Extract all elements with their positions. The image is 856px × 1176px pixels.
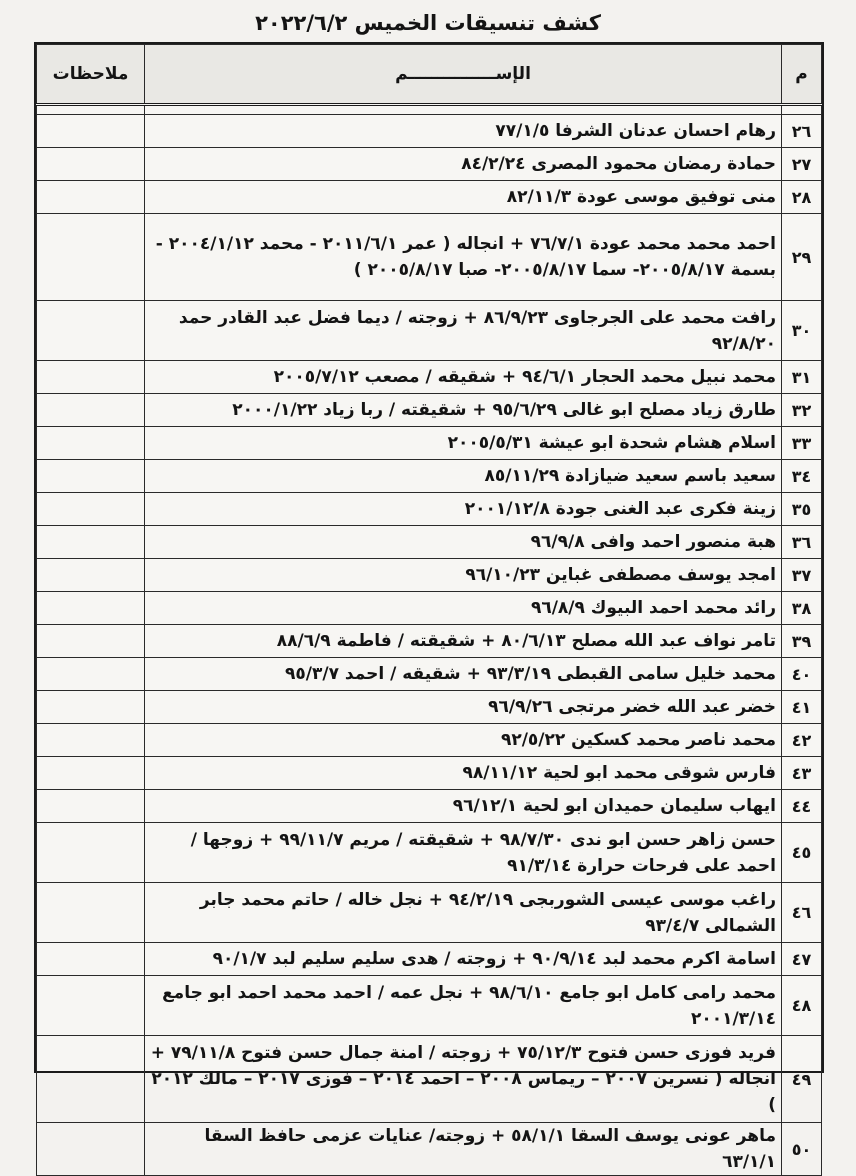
row-notes	[37, 883, 145, 943]
table-row	[37, 301, 822, 361]
row-notes	[37, 394, 145, 427]
row-notes	[37, 790, 145, 823]
row-notes	[37, 1036, 145, 1123]
row-name: محمد ناصر محمد كسكين ٩٢/٥/٢٢	[145, 724, 782, 757]
row-number: ٣٩	[782, 625, 822, 658]
row-number: ٣٧	[782, 559, 822, 592]
row-name: ماهر عونى يوسف السقا ٥٨/١/١ + زوجته/ عنايات عزمى حافظ السقا ٦٣/١/١	[145, 1123, 782, 1176]
row-number: ٤١	[782, 691, 822, 724]
row-name: خضر عبد الله خضر مرتجى ٩٦/٩/٢٦	[145, 691, 782, 724]
row-notes	[37, 625, 145, 658]
row-notes	[37, 1123, 145, 1176]
table-row	[37, 1036, 822, 1123]
row-notes	[37, 724, 145, 757]
row-notes	[37, 976, 145, 1036]
row-number: ٣٨	[782, 592, 822, 625]
row-notes	[37, 301, 145, 361]
table-row	[37, 592, 822, 625]
table-row	[37, 943, 822, 976]
table-row	[37, 526, 822, 559]
table-row	[37, 559, 822, 592]
row-notes	[37, 427, 145, 460]
row-number: ٣٢	[782, 394, 822, 427]
row-notes	[37, 592, 145, 625]
row-notes	[37, 943, 145, 976]
column-header-number: م	[782, 45, 822, 105]
row-number: ٤٧	[782, 943, 822, 976]
row-name: رافت محمد على الجرجاوى ٨٦/٩/٢٣ + زوجته / ديما فضل عبد القادر حمد ٩٢/٨/٢٠	[145, 301, 782, 361]
row-name: فارس شوقى محمد ابو لحية ٩٨/١١/١٢	[145, 757, 782, 790]
row-name: رهام احسان عدنان الشرفا ٧٧/١/٥	[145, 115, 782, 148]
row-notes	[37, 214, 145, 301]
row-number: ٣٣	[782, 427, 822, 460]
row-notes	[37, 148, 145, 181]
row-number: ٢٦	[782, 115, 822, 148]
table-row	[37, 361, 822, 394]
row-name: تامر نواف عبد الله مصلح ٨٠/٦/١٣ + شقيقته / فاطمة ٨٨/٦/٩	[145, 625, 782, 658]
row-notes	[37, 757, 145, 790]
row-notes	[37, 691, 145, 724]
names-table	[36, 44, 822, 1176]
row-name: راغب موسى عيسى الشوربجى ٩٤/٢/١٩ + نجل خاله / حاتم محمد جابر الشمالى ٩٣/٤/٧	[145, 883, 782, 943]
names-sheet	[34, 42, 824, 1172]
row-number: ٤٨	[782, 976, 822, 1036]
row-number: ٣٤	[782, 460, 822, 493]
row-notes	[37, 823, 145, 883]
table-row	[37, 823, 822, 883]
table-row	[37, 1123, 822, 1176]
row-number: ٤٥	[782, 823, 822, 883]
table-row	[37, 691, 822, 724]
table-row	[37, 214, 822, 301]
table-row	[37, 790, 822, 823]
column-header-notes: ملاحظات	[37, 45, 145, 105]
row-number: ٣٥	[782, 493, 822, 526]
row-name: محمد نبيل محمد الحجار ٩٤/٦/١ + شقيقه / مصعب ٢٠٠٥/٧/١٢	[145, 361, 782, 394]
table-row	[37, 658, 822, 691]
row-name: طارق زياد مصلح ابو غالى ٩٥/٦/٢٩ + شقيقته / ربا زياد ٢٠٠٠/١/٢٢	[145, 394, 782, 427]
row-name: سعيد باسم سعيد ضيازادة ٨٥/١١/٢٩	[145, 460, 782, 493]
table-row	[37, 724, 822, 757]
row-number: ٣١	[782, 361, 822, 394]
row-name: هبة منصور احمد وافى ٩٦/٩/٨	[145, 526, 782, 559]
table-header-row	[37, 45, 822, 105]
row-notes	[37, 559, 145, 592]
row-notes	[37, 526, 145, 559]
row-name: حمادة رمضان محمود المصرى ٨٤/٢/٢٤	[145, 148, 782, 181]
table-body	[37, 105, 822, 1176]
row-name: محمد رامى كامل ابو جامع ٩٨/٦/١٠ + نجل عمه / احمد محمد احمد ابو جامع ٢٠٠١/٣/١٤	[145, 976, 782, 1036]
row-name: ايهاب سليمان حميدان ابو لحية ٩٦/١٢/١	[145, 790, 782, 823]
table-row	[37, 976, 822, 1036]
row-notes	[37, 115, 145, 148]
row-number: ٣٦	[782, 526, 822, 559]
row-notes	[37, 493, 145, 526]
row-name: فريد فوزى حسن فتوح ٧٥/١٢/٣ + زوجته / امنة جمال حسن فتوح ٧٩/١١/٨ + انجاله ( نسرين ٢٠٠٧ – ريماس ٢٠٠٨ – احمد ٢٠١٤ – فوزى ٢٠١٧ – مالك ٢٠١٢ )	[145, 1036, 782, 1123]
row-number: ٢٨	[782, 181, 822, 214]
table-row	[37, 757, 822, 790]
row-name: زينة فكرى عبد الغنى جودة ٢٠٠١/١٢/٨	[145, 493, 782, 526]
row-name: احمد محمد محمد عودة ٧٦/٧/١ + انجاله ( عمر ٢٠١١/٦/١ - محمد ٢٠٠٤/١/١٢ - بسمة ٢٠٠٥/٨/١٧- سما ٢٠٠٥/٨/١٧- صبا ٢٠٠٥/٨/١٧ )	[145, 214, 782, 301]
table-row	[37, 427, 822, 460]
table-row	[37, 460, 822, 493]
row-name: محمد خليل سامى القبطى ٩٣/٣/١٩ + شقيقه / احمد ٩٥/٣/٧	[145, 658, 782, 691]
row-notes	[37, 658, 145, 691]
document-title: كشف تنسيقات الخميس ٢٠٢٢/٦/٢	[255, 11, 601, 35]
row-name: اسامة اكرم محمد لبد ٩٠/٩/١٤ + زوجته / هدى سليم سليم لبد ٩٠/١/٧	[145, 943, 782, 976]
table-row	[37, 115, 822, 148]
row-notes	[37, 181, 145, 214]
row-number: ٤٣	[782, 757, 822, 790]
table-row	[37, 493, 822, 526]
header-gap-row	[37, 105, 822, 115]
column-header-name: الإســـــــــــــــم	[145, 45, 782, 105]
row-name: امجد يوسف مصطفى غباين ٩٦/١٠/٢٣	[145, 559, 782, 592]
table-row	[37, 883, 822, 943]
row-number: ٤٢	[782, 724, 822, 757]
row-name: رائد محمد احمد البيوك ٩٦/٨/٩	[145, 592, 782, 625]
row-number: ٤٦	[782, 883, 822, 943]
row-number: ٢٩	[782, 214, 822, 301]
row-number: ٥٠	[782, 1123, 822, 1176]
row-number: ٤٩	[782, 1036, 822, 1123]
row-number: ٤٤	[782, 790, 822, 823]
row-name: منى توفيق موسى عودة ٨٢/١١/٣	[145, 181, 782, 214]
row-number: ٤٠	[782, 658, 822, 691]
table-row	[37, 148, 822, 181]
table-row	[37, 181, 822, 214]
row-name: حسن زاهر حسن ابو ندى ٩٨/٧/٣٠ + شقيقته / مريم ٩٩/١١/٧ + زوجها / احمد على فرحات حرارة ٩١/٣/١٤	[145, 823, 782, 883]
row-number: ٢٧	[782, 148, 822, 181]
table-row	[37, 394, 822, 427]
row-number: ٣٠	[782, 301, 822, 361]
table-row	[37, 625, 822, 658]
row-notes	[37, 361, 145, 394]
row-notes	[37, 460, 145, 493]
row-name: اسلام هشام شحدة ابو عيشة ٢٠٠٥/٥/٣١	[145, 427, 782, 460]
